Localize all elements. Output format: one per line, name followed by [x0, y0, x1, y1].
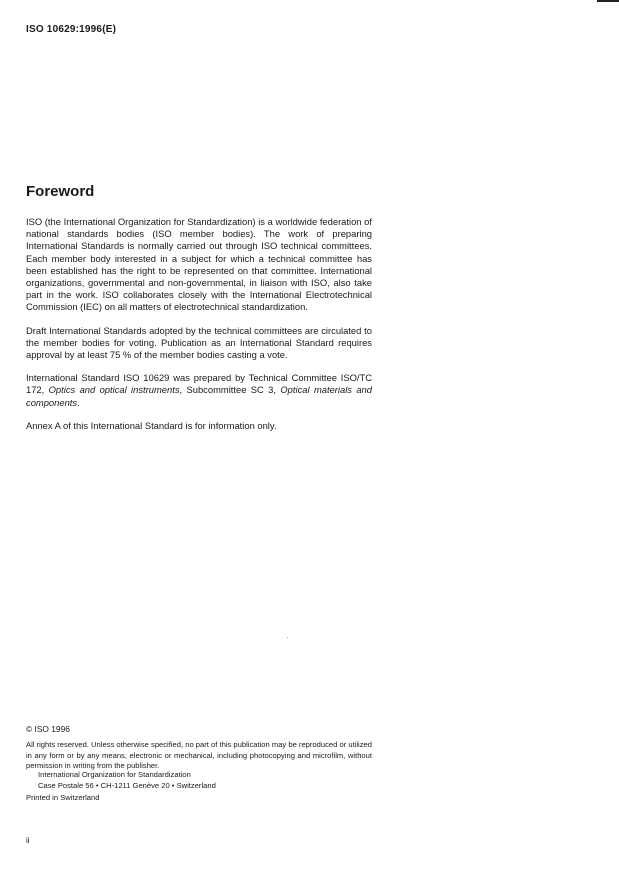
subcommittee-title: Optical materials and components [26, 384, 372, 408]
paragraph-prepared-by [26, 372, 372, 409]
prepared-by-middle: , Subcommittee SC 3, [179, 384, 281, 396]
paragraph-draft-standards: Draft International Standards adopted by the technical committees are circulated to the member bodies for voting. Publication as an International Standard requires approval by at least 75 % of the member bodies casting a vote. [26, 324, 372, 361]
page-number: ii [26, 836, 30, 845]
printed-in: Printed in Switzerland [26, 793, 100, 802]
rights-statement: All rights reserved. Unless otherwise specified, no part of this publication may be reproduced or utilized in any form or by any means, electronic or mechanical, including photocopying and microfilm, without permission in writing from the publisher. [26, 740, 372, 770]
prepared-by-suffix: . [77, 396, 80, 408]
copyright-notice: © ISO 1996 [26, 724, 70, 734]
paragraph-annex: Annex A of this International Standard is for information only. [26, 419, 277, 431]
committee-title: Optics and optical instruments [48, 384, 180, 396]
scan-speck [287, 637, 288, 638]
address-line-organization: International Organization for Standardization [38, 770, 191, 779]
publisher-address [38, 770, 216, 791]
foreword-body [26, 216, 372, 443]
document-code: ISO 10629:1996(E) [26, 24, 117, 35]
corner-mark [597, 0, 619, 2]
page-title: Foreword [26, 183, 95, 200]
address-line-postal: Case Postale 56 • CH-1211 Genève 20 • Switzerland [38, 780, 216, 790]
prepared-by-prefix: International Standard ISO 10629 was prepared by Technical Committee ISO/TC 172, [26, 372, 372, 396]
paragraph-iso-overview: ISO (the International Organization for Standardization) is a worldwide federation of national standards bodies (ISO member bodies). The work of preparing International Standards is normally carried out through ISO technical committees. Each member body interested in a subject for which a technical committee has been established has the right to be represented on that committee. International organizations, governmental and non-governmental, in liaison with ISO, also take part in the work. ISO collaborates closely with the International Electrotechnical Commission (IEC) on all matters of electrotechnical standardization. [26, 216, 372, 313]
